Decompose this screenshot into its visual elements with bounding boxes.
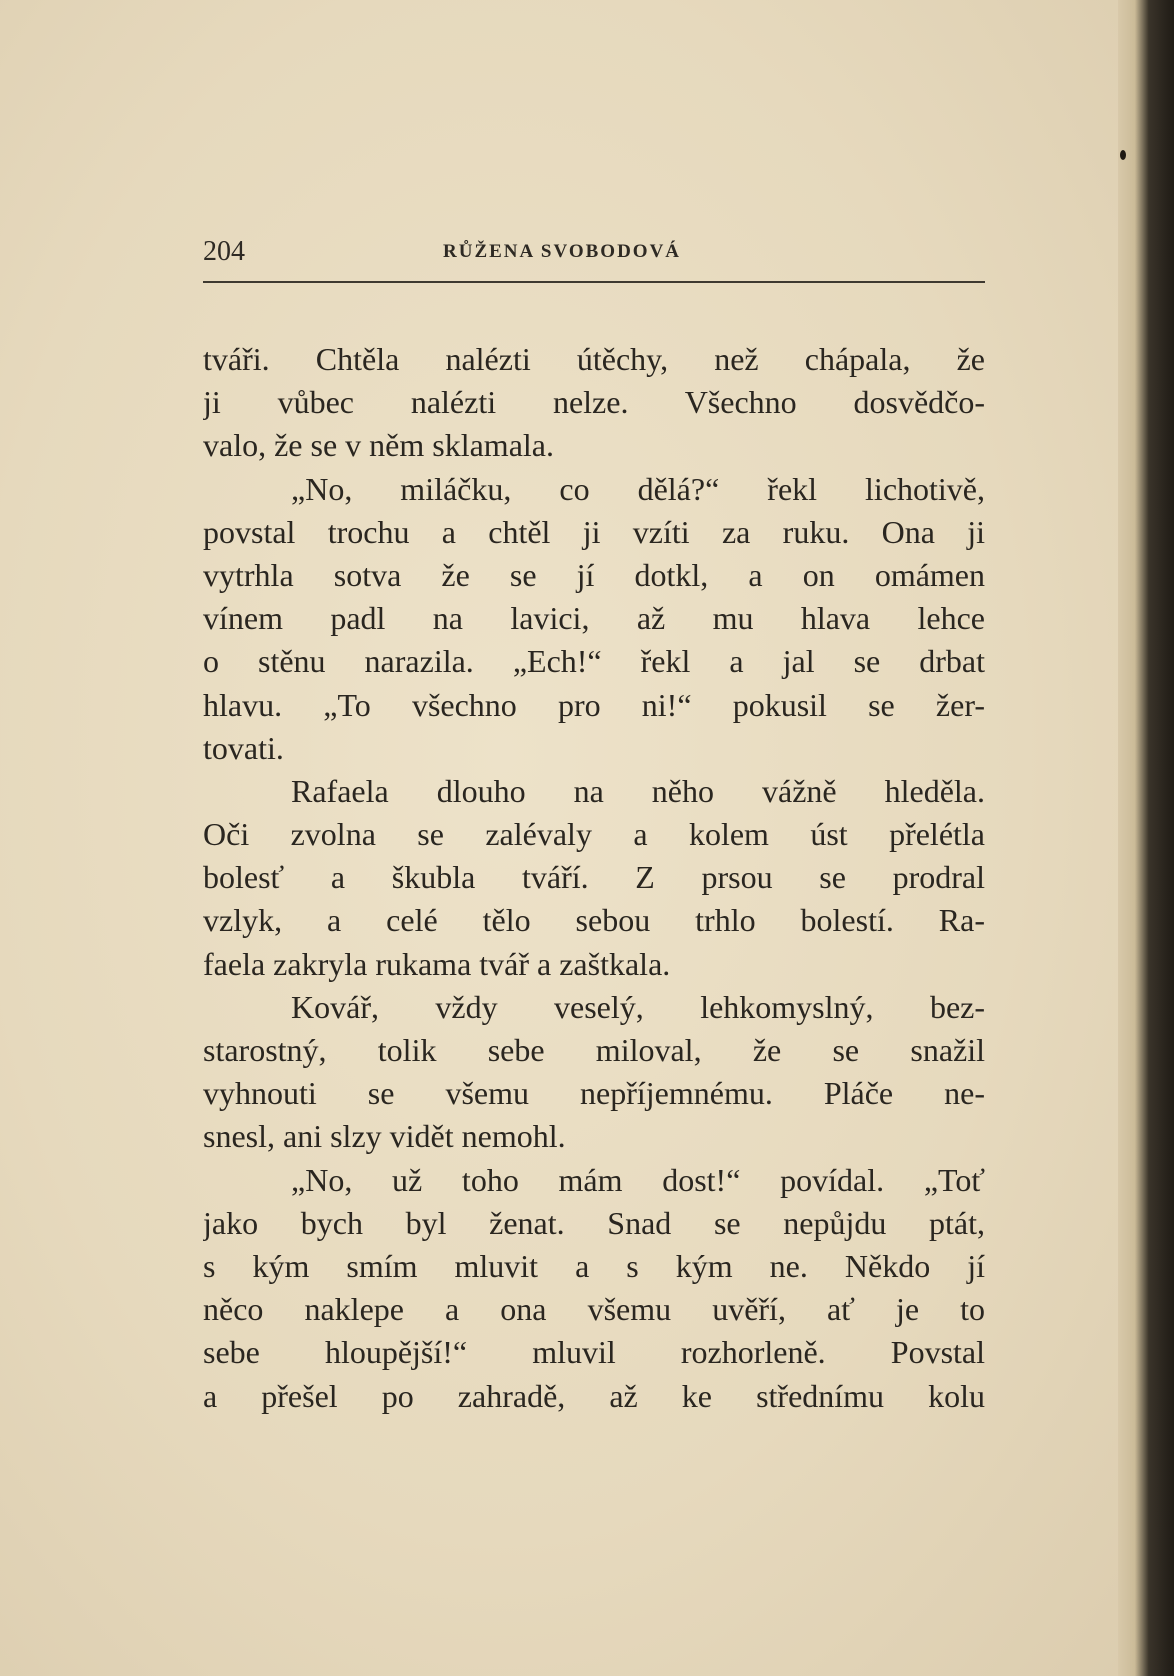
text-line: tovati. <box>203 729 284 766</box>
text-line: snesl, ani slzy vidět nemohl. <box>203 1118 566 1155</box>
text-line: vzlyk, a celé tělo sebou trhlo bolestí. Ra- <box>203 902 985 939</box>
text-line: Rafaela dlouho na něho vážně hleděla. <box>291 772 985 809</box>
ink-speck <box>1120 150 1126 160</box>
running-head: RŮŽENA SVOBODOVÁ <box>443 241 682 262</box>
text-line: Oči zvolna se zalévaly a kolem úst přelétla <box>203 816 985 853</box>
text-line: „No, miláčku, co dělá?“ řekl lichotivě, <box>291 470 985 507</box>
page-number: 204 <box>203 236 245 267</box>
body-text <box>203 338 985 1418</box>
text-line: bolesť a škubla tváří. Z prsou se prodral <box>203 859 985 896</box>
text-line: tváři. Chtěla nalézti útěchy, než chápala, že <box>203 341 985 377</box>
text-line: jako bych byl ženat. Snad se nepůjdu ptát, <box>203 1204 985 1241</box>
text-line: Kovář, vždy veselý, lehkomyslný, bez- <box>291 988 985 1025</box>
text-line: vínem padl na lavici, až mu hlava lehce <box>203 600 985 637</box>
text-line: faela zakryla rukama tvář a zaštkala. <box>203 945 671 982</box>
book-binding-edge <box>1118 0 1174 1676</box>
text-line: ji vůbec nalézti nelze. Všechno dosvědčo- <box>203 384 985 421</box>
text-line: vyhnouti se všemu nepříjemnému. Pláče ne- <box>203 1075 985 1112</box>
page-header <box>203 230 985 274</box>
text-line: povstal trochu a chtěl ji vzíti za ruku. Ona ji <box>203 513 985 550</box>
text-line: něco naklepe a ona všemu uvěří, ať je to <box>203 1291 985 1328</box>
text-line: o stěnu narazila. „Ech!“ řekl a jal se drbat <box>203 643 985 680</box>
text-line: „No, už toho mám dost!“ povídal. „Toť <box>291 1161 985 1198</box>
text-line: s kým smím mluvit a s kým ne. Někdo jí <box>203 1247 985 1284</box>
text-line: vytrhla sotva že se jí dotkl, a on omámen <box>203 556 985 593</box>
text-line: starostný, tolik sebe miloval, že se snažil <box>203 1032 985 1068</box>
text-line: sebe hloupější!“ mluvil rozhorleně. Povstal <box>203 1334 985 1371</box>
text-line: hlavu. „To všechno pro ni!“ pokusil se žer- <box>203 686 985 723</box>
text-line: valo, že se v něm sklamala. <box>203 427 554 464</box>
header-rule <box>203 281 985 283</box>
text-line: a přešel po zahradě, až ke střednímu kolu <box>203 1377 985 1414</box>
